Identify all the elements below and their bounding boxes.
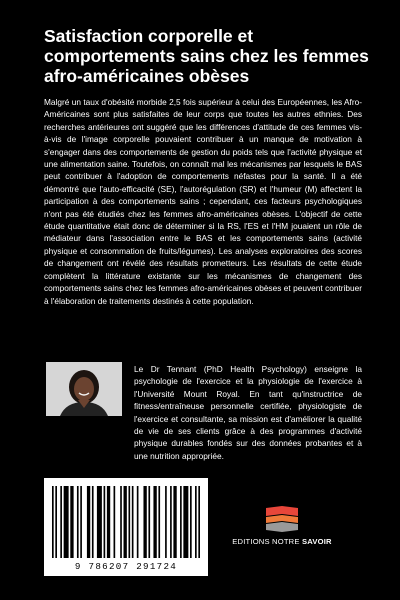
barcode-bar (114, 486, 116, 558)
barcode-bar (153, 486, 156, 558)
barcode-bar (70, 486, 73, 558)
book-abstract: Malgré un taux d'obésité morbide 2,5 fois supérieur à celui des Européennes, les Afro-Américaines sont plus satisfaites de leur corps que toutes les autres ethnies. Des recherches antérieures ont suggéré que les différences d'attitude de ces femmes vis-à-vis de l'image corporelle pouvaient contribuer à un manque de motivation à s'engager dans des comportements de gestion du poids tels que l'activité physique et une alimentation saine. Toutefois, on connaît mal les mécanismes par lesquels le BAS peut contribuer à l'adoption de comportements néfastes pour la santé. Il a été démontré que l'auto-efficacité (SE), l'autorégulation (SR) et l'humeur (M) affectent la participation à des comportements sains ; cependant, ces facteurs psychologiques n'ont pas été étudiés chez les femmes afro-américaines obèses. L'objectif de cette étude quantitative était donc de déterminer si la RS, l'ES et l'HM jouaient un rôle de médiateur dans l'association entre le BAS et les comportements sains (activité physique et consommation de fruits/légumes). Les analyses exploratoires des scores de changement ont révélé des résultats prometteurs. Les résultats de cette étude complètent la littérature existante sur les mécanismes de changement des comportements sains chez les femmes afro-américaines obèses et peuvent contribuer à l'élaboration de traitements destinés à cette population. (44, 97, 362, 306)
barcode-bar (87, 486, 90, 558)
barcode-bar (77, 486, 79, 558)
barcode-bar (143, 486, 146, 558)
barcode-bar (52, 486, 54, 558)
barcode-bar (92, 486, 94, 558)
barcode-bar (55, 486, 57, 558)
isbn-digits: 9 786207 291724 (74, 561, 178, 572)
barcode-bar (158, 486, 160, 558)
barcode-bar (148, 486, 150, 558)
barcode-bar (97, 486, 102, 558)
isbn-barcode (44, 478, 208, 576)
barcode-bar (173, 486, 176, 558)
publisher-name (232, 537, 332, 546)
barcode-bar (64, 486, 69, 558)
barcode-bar (195, 486, 197, 558)
barcode-bar (120, 486, 122, 558)
barcode-bar (165, 486, 167, 558)
barcode-bar (128, 486, 130, 558)
barcode-bar (124, 486, 127, 558)
publisher-logo (262, 506, 302, 532)
publisher-name-regular: EDITIONS NOTRE (232, 537, 302, 546)
publisher-name-bold: SAVOIR (301, 537, 332, 546)
author-bio: Le Dr Tennant (PhD Health Psychology) enseigne la psychologie de l'exercice et la physiologie de l'exercice à l'Université Mount Royal. En tant qu'instructrice de fitness/entraîneuse personnelle certifiée, physiologiste de l'exercice et consultante, sa mission est d'améliorer la qualité de vie de ses clients grâce à des programmes d'activité physique durables fondés sur des données probantes et à une nutrition appropriée. (134, 364, 362, 461)
barcode-bar (198, 486, 200, 558)
barcode-bar (104, 486, 106, 558)
book-title: Satisfaction corporelle et comportements sains chez les femmes afro-américaines obèses (44, 26, 369, 86)
barcode-bar (190, 486, 192, 558)
barcode-bar (183, 486, 188, 558)
barcode-bar (107, 486, 110, 558)
author-photo (46, 362, 122, 416)
barcode-bar (60, 486, 62, 558)
barcode-bars (52, 486, 200, 558)
barcode-bar (170, 486, 172, 558)
author-portrait-image (46, 362, 122, 416)
barcode-bar (180, 486, 182, 558)
barcode-bar (132, 486, 134, 558)
barcode-bar (137, 486, 139, 558)
barcode-bar (80, 486, 82, 558)
